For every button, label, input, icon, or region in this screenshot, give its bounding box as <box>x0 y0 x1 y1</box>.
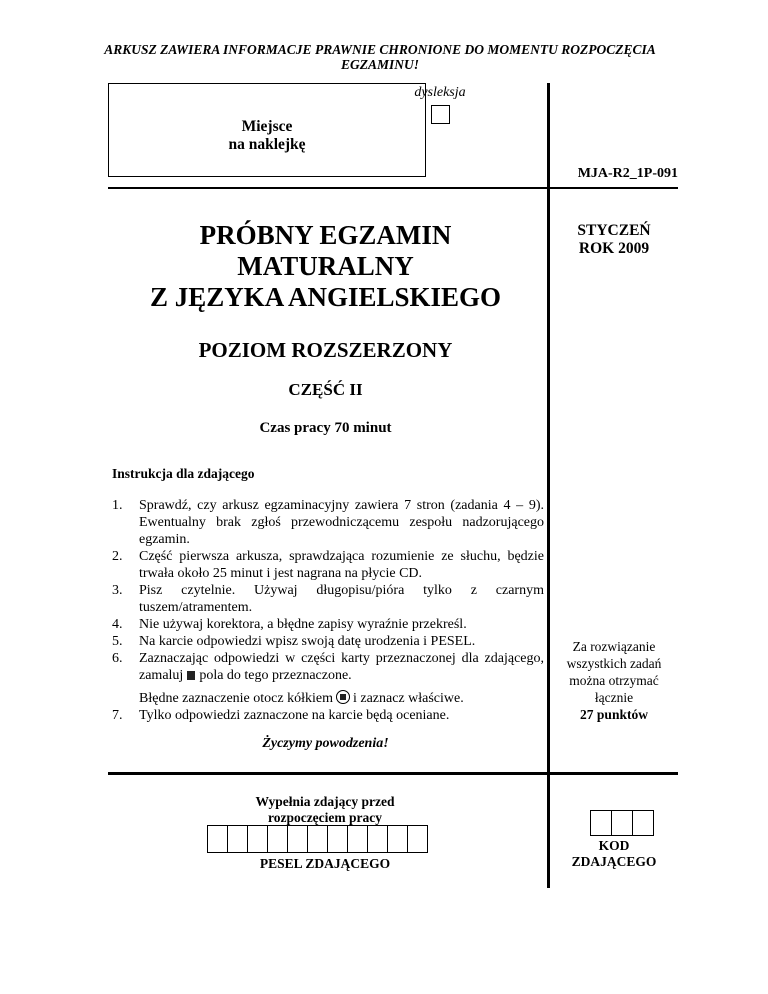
exam-title-line1: PRÓBNY EGZAMIN <box>199 220 452 250</box>
instruction-item <box>112 633 544 650</box>
instruction-number: 3. <box>112 583 123 598</box>
fill-in-label-line1: Wypełnia zdający przed <box>255 794 395 809</box>
instruction-item <box>112 616 544 633</box>
points-note-line2: wszystkich zadań <box>566 656 662 671</box>
instruction-number: 6. <box>112 651 123 666</box>
instruction-text: Tylko odpowiedzi zaznaczone na karcie będą oceniane. <box>139 708 450 723</box>
instructions-list <box>112 497 544 724</box>
instruction-text: Część pierwsza arkusza, sprawdzająca rozumienie ze słuchu, będzie trwała około 25 minut i jest nagrana na płycie CD. <box>139 549 544 581</box>
exam-title-line3: Z JĘZYKA ANGIELSKIEGO <box>149 282 502 312</box>
instruction-number: 2. <box>112 549 123 564</box>
instruction-text: Na karcie odpowiedzi wpisz swoją datę urodzenia i PESEL. <box>139 634 476 649</box>
instruction-number: 1. <box>112 498 123 513</box>
instruction-text: Nie używaj korektora, a błędne zapisy wyraźnie przekreśl. <box>139 617 467 632</box>
points-note-line4: łącznie <box>594 690 634 705</box>
code-label-line2: ZDAJĄCEGO <box>571 854 657 869</box>
points-note-line1: Za rozwiązanie <box>572 639 656 654</box>
points-note-total: 27 punktów <box>580 707 648 722</box>
vertical-divider-bottom <box>547 773 550 888</box>
exam-date-year: ROK 2009 <box>578 240 650 257</box>
pesel-digit-box[interactable] <box>367 825 388 853</box>
instruction-item <box>112 707 544 724</box>
sticker-label-line1: Miejsce <box>241 118 293 135</box>
instructions-heading: Instrukcja dla zdającego <box>112 466 255 481</box>
dyslexia-label: dysleksja <box>414 85 466 100</box>
instruction-item <box>112 582 544 616</box>
instruction-item <box>112 650 544 707</box>
exam-part: CZĘŚĆ II <box>288 380 363 399</box>
circled-square-icon <box>336 690 350 704</box>
instruction-item <box>112 497 544 548</box>
sticker-label-line2: na naklejkę <box>228 136 306 153</box>
instruction-text-c: Błędne zaznaczenie otocz kółkiem <box>139 691 333 706</box>
filled-square-icon <box>187 671 195 680</box>
pesel-digit-box[interactable] <box>407 825 428 853</box>
code-boxes <box>591 810 654 836</box>
sticker-label <box>108 118 426 154</box>
code-digit-box[interactable] <box>611 810 633 836</box>
code-digit-box[interactable] <box>632 810 654 836</box>
code-label-line1: KOD <box>598 838 630 853</box>
code-digit-box[interactable] <box>590 810 612 836</box>
exam-date-month: STYCZEŃ <box>577 222 651 239</box>
points-note-line3: można otrzymać <box>569 673 659 688</box>
instruction-number: 4. <box>112 617 123 632</box>
pesel-digit-box[interactable] <box>327 825 348 853</box>
horizontal-divider-top <box>108 187 678 189</box>
pesel-digit-box[interactable] <box>307 825 328 853</box>
fill-in-label-line2: rozpoczęciem pracy <box>267 810 383 825</box>
instruction-text-d: i zaznacz właściwe. <box>352 691 464 706</box>
pesel-label: PESEL ZDAJĄCEGO <box>259 856 391 871</box>
instruction-text: Pisz czytelnie. Używaj długopisu/pióra tylko z czarnym tuszem/atramentem. <box>139 583 544 615</box>
pesel-boxes <box>208 825 428 853</box>
pesel-digit-box[interactable] <box>267 825 288 853</box>
good-luck-message: Życzymy powodzenia! <box>262 736 389 751</box>
pesel-digit-box[interactable] <box>227 825 248 853</box>
pesel-digit-box[interactable] <box>387 825 408 853</box>
instruction-text: Sprawdź, czy arkusz egzaminacyjny zawiera 7 stron (zadania 4 – 9). Ewentualny brak zgłoś przewodniczącemu zespołu nadzorującego egzamin. <box>139 498 544 547</box>
pesel-digit-box[interactable] <box>247 825 268 853</box>
exam-code: MJA-R2_1P-091 <box>577 166 678 181</box>
exam-level: POZIOM ROZSZERZONY <box>198 338 453 362</box>
exam-title-line2: MATURALNY <box>237 251 414 281</box>
exam-title <box>108 220 543 313</box>
dyslexia-checkbox[interactable] <box>431 105 450 124</box>
instruction-text-b: pola do tego przeznaczone. <box>199 668 352 683</box>
instruction-number: 7. <box>112 708 123 723</box>
exam-time: Czas pracy 70 minut <box>259 420 392 436</box>
horizontal-divider-bottom <box>108 772 678 775</box>
code-label <box>555 838 673 870</box>
exam-date <box>550 222 678 258</box>
instruction-number: 5. <box>112 634 123 649</box>
pesel-digit-box[interactable] <box>287 825 308 853</box>
pesel-digit-box[interactable] <box>207 825 228 853</box>
instruction-text-a: Zaznaczając odpowiedzi w części karty przeznaczonej dla zdającego, zamaluj <box>139 651 544 683</box>
pesel-digit-box[interactable] <box>347 825 368 853</box>
fill-in-label <box>230 794 420 826</box>
confidential-notice: ARKUSZ ZAWIERA INFORMACJE PRAWNIE CHRONIONE DO MOMENTU ROZPOCZĘCIA EGZAMINU! <box>104 42 656 72</box>
points-note <box>555 638 673 723</box>
instruction-item <box>112 548 544 582</box>
